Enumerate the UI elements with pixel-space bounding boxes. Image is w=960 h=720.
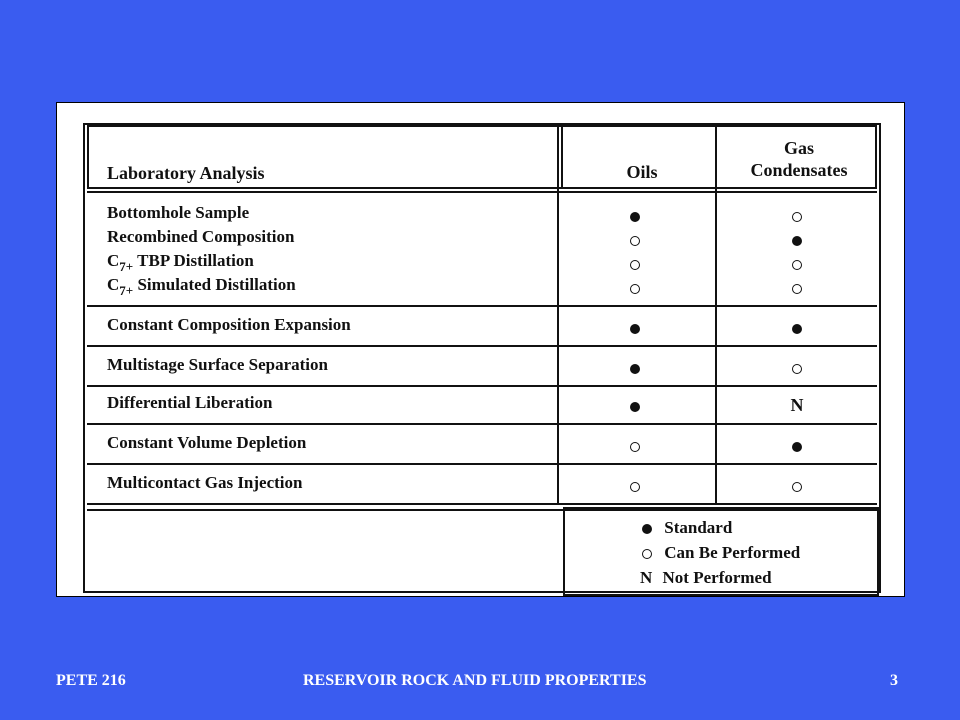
legend-standard	[642, 518, 732, 538]
column-divider-1	[557, 125, 559, 505]
row-label: Multistage Surface Separation	[107, 355, 328, 374]
oils-can-be-performed-circle-icon	[625, 277, 645, 297]
legend-not-performed-label: Not Performed	[662, 568, 772, 587]
filled-dot-icon	[630, 402, 640, 412]
oils-standard-dot-icon	[625, 357, 645, 377]
open-circle-icon	[630, 442, 640, 452]
open-circle-icon	[630, 284, 640, 294]
row-separator	[87, 305, 877, 307]
can-be-performed-circle-icon	[642, 549, 652, 559]
row-label: Differential Liberation	[107, 393, 273, 412]
gas-standard-dot-icon	[787, 317, 807, 337]
filled-dot-icon	[792, 442, 802, 452]
header-oils: Oils	[626, 162, 658, 182]
gas-not-performed-mark: N	[790, 395, 804, 415]
column-divider-2	[715, 125, 717, 505]
lab-analysis-table-figure	[56, 102, 905, 597]
filled-dot-icon	[630, 364, 640, 374]
legend-can-be-performed	[642, 543, 800, 563]
standard-dot-icon	[642, 524, 652, 534]
column-divider-1b	[561, 125, 563, 189]
oils-standard-dot-icon	[625, 317, 645, 337]
row-label: Multicontact Gas Injection	[107, 473, 303, 492]
gas-can-be-performed-circle-icon	[787, 475, 807, 495]
footer-course: PETE 216	[56, 672, 126, 689]
row-separator	[87, 463, 877, 465]
gas-can-be-performed-circle-icon	[787, 253, 807, 273]
row-separator	[87, 345, 877, 347]
filled-dot-icon	[792, 324, 802, 334]
footer-page-number: 3	[890, 672, 898, 689]
row-label-rest: TBP Distillation	[133, 251, 254, 270]
row-label-prefix: C	[107, 251, 120, 270]
open-circle-icon	[630, 260, 640, 270]
row-label-prefix: C	[107, 275, 120, 294]
row-label-rest: Simulated Distillation	[133, 275, 296, 294]
oils-standard-dot-icon	[625, 395, 645, 415]
row-label: Bottomhole Sample	[107, 203, 250, 222]
open-circle-icon	[630, 236, 640, 246]
row-separator	[87, 385, 877, 387]
oils-can-be-performed-circle-icon	[625, 253, 645, 273]
open-circle-icon	[792, 284, 802, 294]
open-circle-icon	[792, 482, 802, 492]
gas-standard-dot-icon	[787, 229, 807, 249]
gas-can-be-performed-circle-icon	[787, 205, 807, 225]
legend-not-performed	[640, 568, 772, 588]
oils-can-be-performed-circle-icon	[625, 475, 645, 495]
filled-dot-icon	[792, 236, 802, 246]
open-circle-icon	[630, 482, 640, 492]
gas-can-be-performed-circle-icon	[787, 277, 807, 297]
row-separator	[87, 423, 877, 425]
open-circle-icon	[792, 364, 802, 374]
oils-can-be-performed-circle-icon	[625, 229, 645, 249]
row-label-subscript: 7+	[119, 283, 134, 298]
open-circle-icon	[792, 212, 802, 222]
row-label: Constant Composition Expansion	[107, 315, 351, 334]
gas-standard-dot-icon	[787, 435, 807, 455]
oils-can-be-performed-circle-icon	[625, 435, 645, 455]
row-label-subscript: 7+	[119, 259, 134, 274]
legend-can-be-performed-label: Can Be Performed	[664, 543, 801, 562]
row-label: Recombined Composition	[107, 227, 295, 246]
filled-dot-icon	[630, 324, 640, 334]
header-gas-line1: Gas	[783, 138, 814, 158]
row-label: Constant Volume Depletion	[107, 433, 307, 452]
legend-not-performed-symbol: N	[640, 568, 653, 587]
row-separator	[87, 191, 877, 193]
filled-dot-icon	[630, 212, 640, 222]
row-separator	[87, 503, 877, 505]
footer-title: RESERVOIR ROCK AND FLUID PROPERTIES	[303, 672, 647, 689]
gas-can-be-performed-circle-icon	[787, 357, 807, 377]
header-laboratory-analysis: Laboratory Analysis	[107, 163, 265, 183]
open-circle-icon	[792, 260, 802, 270]
oils-standard-dot-icon	[625, 205, 645, 225]
row-label	[107, 275, 296, 298]
row-label	[107, 251, 254, 274]
legend-standard-label: Standard	[664, 518, 733, 537]
header-gas-line2: Condensates	[750, 160, 848, 180]
